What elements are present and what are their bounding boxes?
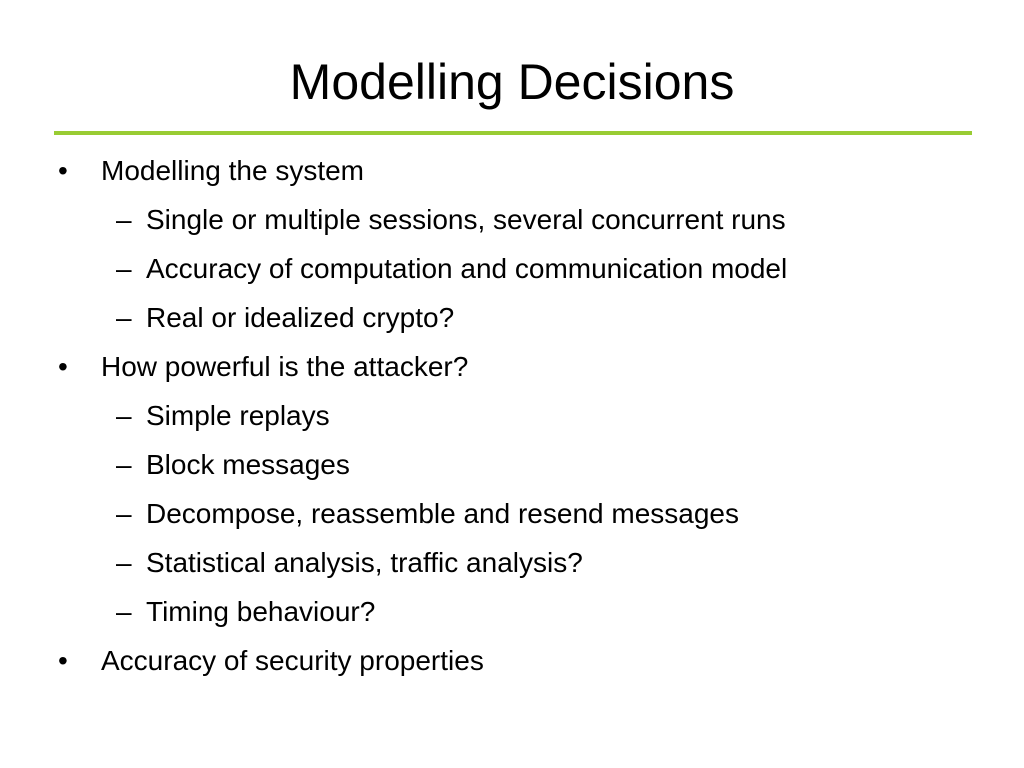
list-item (0, 391, 1024, 440)
dash-marker: – (116, 400, 132, 431)
dash-marker: – (116, 302, 132, 333)
list-item (0, 440, 1024, 489)
title-underline (54, 131, 972, 135)
list-item (0, 195, 1024, 244)
list-item (0, 538, 1024, 587)
list-item (0, 489, 1024, 538)
bullet-marker: • (58, 155, 68, 186)
list-item-text: Real or idealized crypto? (146, 302, 455, 333)
list-item (0, 146, 1024, 195)
dash-marker: – (116, 498, 132, 529)
list-item-text: Accuracy of security properties (101, 645, 484, 676)
bullet-list (0, 146, 1024, 685)
list-item (0, 587, 1024, 636)
list-item-text: Modelling the system (101, 155, 365, 186)
list-item-text: Statistical analysis, traffic analysis? (146, 547, 583, 578)
list-item (0, 342, 1024, 391)
list-item-text: Single or multiple sessions, several concurrent runs (146, 204, 786, 235)
dash-marker: – (116, 204, 132, 235)
list-item-text: Timing behaviour? (146, 596, 376, 627)
list-item (0, 244, 1024, 293)
list-item (0, 293, 1024, 342)
bullet-marker: • (58, 645, 68, 676)
list-item-text: Simple replays (146, 400, 330, 431)
list-item-text: How powerful is the attacker? (101, 351, 469, 382)
dash-marker: – (116, 596, 132, 627)
list-item-text: Accuracy of computation and communication model (146, 253, 788, 284)
dash-marker: – (116, 547, 132, 578)
list-item-text: Decompose, reassemble and resend messages (146, 498, 739, 529)
dash-marker: – (116, 449, 132, 480)
list-item-text: Block messages (146, 449, 350, 480)
list-item (0, 636, 1024, 685)
slide-title: Modelling Decisions (289, 54, 735, 110)
bullet-marker: • (58, 351, 68, 382)
dash-marker: – (116, 253, 132, 284)
